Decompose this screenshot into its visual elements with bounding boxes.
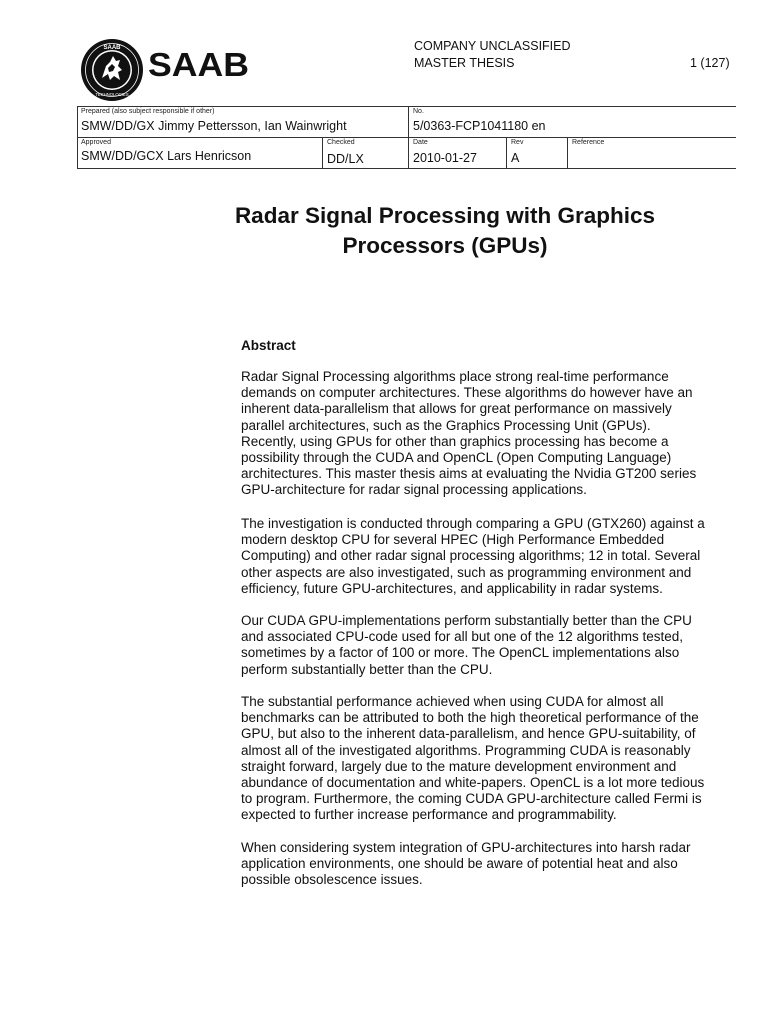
text-line: abundance of documentation and white-papers. OpenCL is a lot more tedious [241,775,705,791]
text-line: Radar Signal Processing algorithms place strong real-time performance [241,369,669,384]
text-line: The investigation is conducted through comparing a GPU (GTX260) against a [241,516,705,531]
svg-text:SAAB: SAAB [103,45,121,51]
prepared-value: SMW/DD/GX Jimmy Pettersson, Ian Wainwright [81,119,347,133]
text-line: GPU, but also to the inherent data-parallelism, and hence GPU-suitability, of [241,726,696,742]
approved-label: Approved [81,139,111,146]
text-line: possible obsolescence issues. [241,872,423,888]
text-line: possibility through the CUDA and OpenCL (Open Computing Language) [241,450,672,466]
saab-emblem-icon [80,38,144,102]
table-border-top [77,106,736,107]
abstract-paragraph [241,613,741,678]
checked-value: DD/LX [327,152,364,166]
text-line: application environments, one should be aware of potential heat and also [241,856,678,872]
table-border-middle [77,137,736,138]
table-divider-rev [506,137,507,168]
table-border-bottom [77,168,736,169]
checked-label: Checked [327,139,355,146]
prepared-label: Prepared (also subject responsible if other) [81,108,215,115]
date-label: Date [413,139,428,146]
text-line: straight forward, largely due to the mature development environment and [241,758,677,774]
text-line: GPU-architecture for radar signal processing applications. [241,482,587,498]
text-line: The substantial performance achieved when using CUDA for almost all [241,694,664,709]
abstract-heading: Abstract [241,338,296,353]
svg-text:TECHNOLOGIES: TECHNOLOGIES [95,92,129,97]
abstract-paragraph [241,516,741,597]
text-line: expected to further increase performance and programmability. [241,807,617,823]
text-line: perform substantially better than the CPU. [241,661,493,677]
saab-wordmark: SAAB [148,46,249,83]
text-line: When considering system integration of GPU-architectures into harsh radar [241,840,691,855]
reference-label: Reference [572,139,605,146]
date-value: 2010-01-27 [413,151,477,165]
text-line: Computing) and other radar signal processing algorithms; 12 in total. Several [241,548,701,564]
text-line: parallel architectures, such as the Graphics Processing Unit (GPUs). [241,417,651,433]
rev-value: A [511,151,520,165]
text-line: modern desktop CPU for several HPEC (High Performance Embedded [241,532,665,548]
page-number: 1 (127) [690,56,730,70]
approved-value: SMW/DD/GCX Lars Henricson [81,149,252,163]
number-label: No. [413,108,424,115]
text-line: inherent data-parallelism that allows for great performance on massively [241,401,672,417]
table-divider-main [408,106,409,168]
rev-label: Rev [511,139,524,146]
abstract-paragraph [241,840,741,889]
text-line: benchmarks can be attributed to both the high theoretical performance of the [241,710,699,726]
text-line: demands on computer architectures. These algorithms do however have an [241,385,693,401]
table-divider-reference [567,137,568,168]
text-line: sometimes by a factor of 100 or more. The OpenCL implementations also [241,645,680,661]
text-line: to program. Furthermore, the coming CUDA GPU-architecture called Fermi is [241,791,702,807]
text-line: Recently, using GPUs for other than graphics processing has become a [241,433,669,449]
text-line: other aspects are also investigated, such as programming environment and [241,564,692,580]
text-line: Our CUDA GPU-implementations perform substantially better than the CPU [241,613,692,628]
text-line: architectures. This master thesis aims at evaluating the Nvidia GT200 series [241,466,697,482]
number-value: 5/0363-FCP1041180 en [413,119,546,133]
text-line: efficiency, future GPU-architectures, and applicability in radar systems. [241,580,663,596]
classification-label: COMPANY UNCLASSIFIED [414,39,571,53]
text-line: and associated CPU-code used for all but one of the 12 algorithms tested, [241,629,684,645]
title-line: Radar Signal Processing with Graphics [234,203,656,228]
abstract-paragraph [241,369,741,499]
doc-type-label: MASTER THESIS [414,56,515,70]
table-border-left [77,106,78,168]
title-line: Processors (GPUs) [342,233,548,258]
table-divider-checked [322,137,323,168]
abstract-paragraph [241,694,741,824]
text-line: almost all of the investigated algorithms. Programming CUDA is reasonably [241,742,691,758]
document-title [150,201,740,261]
